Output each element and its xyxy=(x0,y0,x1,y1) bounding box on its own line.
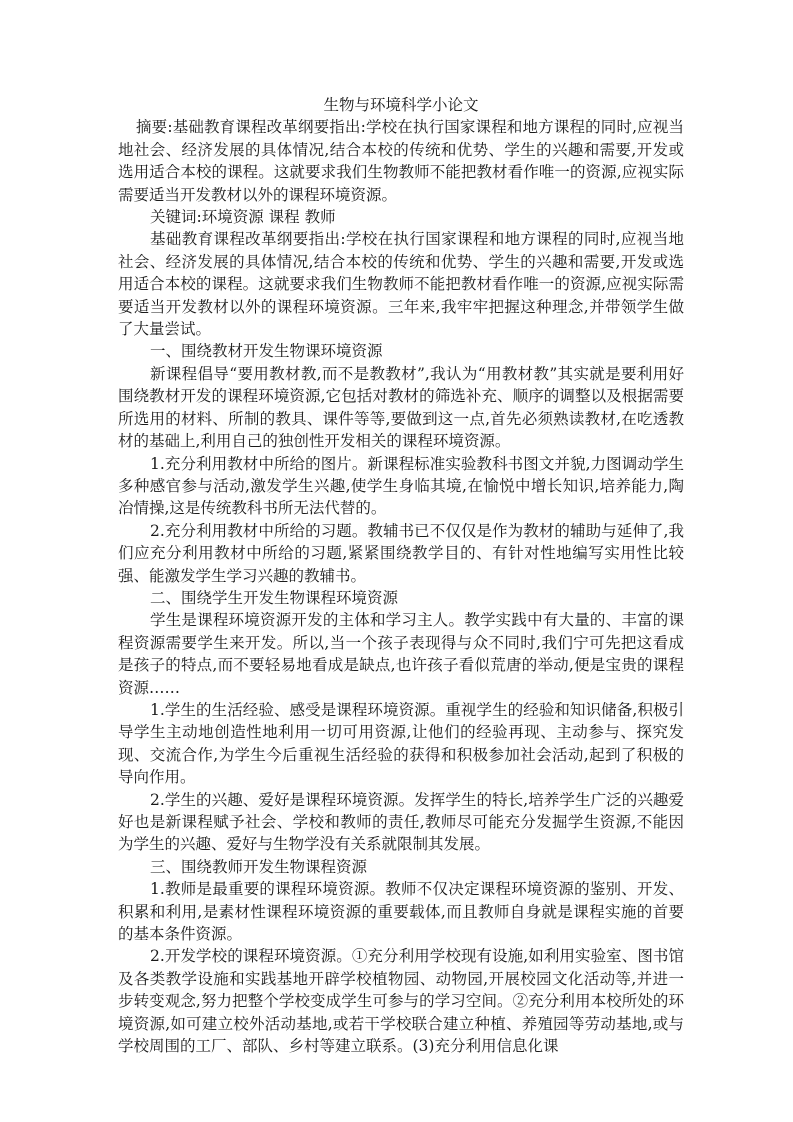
body-paragraph: 2.充分利用教材中所给的习题。教辅书已不仅仅是作为教材的辅助与延伸了,我们应充分利用教材中所给的习题,紧紧围绕教学目的、有针对性地编写实用性比较强、能激发学生学习兴趣的教辅书。 xyxy=(118,521,684,585)
page-title: 生物与环境科学小论文 xyxy=(323,96,479,114)
body-paragraph: 新课程倡导“要用教材教,而不是教教材”,我认为“用教材教”其实就是要利用好围绕教材开发的课程环境资源,它包括对教材的筛选补充、顺序的调整以及根据需要所选用的材料、所制的教具、课件等等,要做到这一点,首先必须熟读教材,在吃透教材的基础上,利用自己的独创性开发相关的课程环境资源。 xyxy=(118,364,684,451)
section-heading: 一、围绕教材开发生物课环境资源 xyxy=(150,342,383,361)
body-paragraph: 1.教师是最重要的课程环境资源。教师不仅决定课程环境资源的鉴别、开发、积累和利用,是素材性课程环境资源的重要载体,而且教师自身就是课程实施的首要的基本条件资源。 xyxy=(118,880,684,944)
body-paragraph: 基础教育课程改革纲要指出:学校在执行国家课程和地方课程的同时,应视当地社会、经济发展的具体情况,结合本校的传统和优势、学生的兴趣和需要,开发或选用适合本校的课程。这就要求我们生物教师不能把教材看作唯一的资源,应视实际需要适当开发教材以外的课程环境资源。三年来,我牢牢把握这种理念,并带领学生做了大量尝试。 xyxy=(118,230,684,339)
keywords-line: 关键词:环境资源 课程 教师 xyxy=(150,208,336,227)
body-paragraph: 学生是课程环境资源开发的主体和学习主人。教学实践中有大量的、丰富的课程资源需要学生来开发。所以,当一个孩子表现得与众不同时,我们宁可先把这看成是孩子的特点,而不要轻易地看成是缺点,也许孩子看似荒唐的举动,便是宝贵的课程资源…… xyxy=(118,611,684,697)
document-body xyxy=(118,94,684,1057)
section-heading: 二、围绕学生开发生物课程环境资源 xyxy=(150,588,399,607)
body-paragraph: 1.充分利用教材中所给的图片。新课程标准实验教科书图文并貌,力图调动学生多种感官参与活动,激发学生兴趣,使学生身临其境,在愉悦中增长知识,培养能力,陶冶情操,这是传统教科书所无法代替的。 xyxy=(118,454,684,518)
section-heading: 三、围绕教师开发生物课程资源 xyxy=(150,857,368,876)
abstract-paragraph: 摘要:基础教育课程改革纲要指出:学校在执行国家课程和地方课程的同时,应视当地社会、经济发展的具体情况,结合本校的传统和优势、学生的兴趣和需要,开发或选用适合本校的课程。这就要求我们生物教师不能把教材看作唯一的资源,应视实际需要适当开发教材以外的课程环境资源。 xyxy=(118,118,684,204)
body-paragraph: 2.学生的兴趣、爱好是课程环境资源。发挥学生的特长,培养学生广泛的兴趣爱好也是新课程赋予社会、学校和教师的责任,教师尽可能充分发掘学生资源,不能因为学生的兴趣、爱好与生物学没有关系就限制其发展。 xyxy=(118,790,684,854)
body-paragraph: 1.学生的生活经验、感受是课程环境资源。重视学生的经验和知识储备,积极引导学生主动地创造性地利用一切可用资源,让他们的经验再现、主动参与、探究发现、交流合作,为学生今后重视生活经验的获得和积极参加社会活动,起到了积极的导向作用。 xyxy=(118,700,684,787)
body-paragraph: 2.开发学校的课程环境资源。①充分利用学校现有设施,如利用实验室、图书馆及各类教学设施和实践基地开辟学校植物园、动物园,开展校园文化活动等,并进一步转变观念,努力把整个学校变成学生可参与的学习空间。②充分利用本校所处的环境资源,如可建立校外活动基地,或若干学校联合建立种植、养殖园等劳动基地,或与学校周围的工厂、部队、乡村等建立联系。(3)充分利用信息化课 xyxy=(118,947,684,1056)
